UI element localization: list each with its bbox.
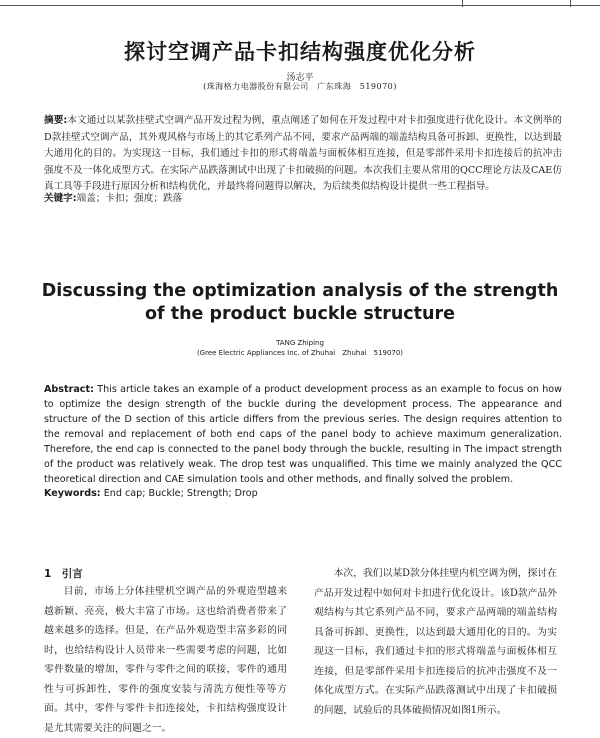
chinese-keywords-text: 端盖；卡扣；强度；跌落 [76, 193, 183, 204]
body-paragraph: 本次，我们以某D款分体挂壁内机空调为例，探讨在产品开发过程中如何对卡扣进行优化设计。该D款产品外观结构与其它系列产品不同，要求产品两端的端盖结构具备可拆卸、更换性，以达到最大通用化的目的。为实现这一目标，我们通过卡扣的形式将端盖与面板体相互连接，但是零部件采用卡扣连接后的抗冲击强度不及一体化成型方式。在实际产品跌落测试中出现了卡扣破损的问题，试验后的具体破损情况如图1所示。 [314, 568, 557, 716]
section-heading: 1 引言 [44, 568, 83, 580]
chinese-abstract-text: 本文通过以某款挂壁式空调产品开发过程为例，重点阐述了如何在开发过程中对卡扣强度进行优化设计。本文例举的D款挂壁式空调产品，其外观风格与市场上的其它系列产品不同，要求产品两端的端盖结构具备可拆卸、更换性，以达到最大通用化的目的。为实现这一目标，我们通过卡扣的形式将端盖与面板体相互连接，但是零部件采用卡扣连接后的抗冲击强度不及一体化成型方式。在实际产品跌落测试中出现了卡扣破损的问题。本次我们主要从常用的QCC理论方法及CAE仿真工具等手段进行原因分析和结构优化，并最终将问题得以解决，为后续类似结构设计提供一些工程指导。 [44, 115, 563, 192]
chinese-abstract-label: 摘要: [44, 115, 68, 126]
english-abstract [44, 382, 562, 487]
header-rule [0, 0, 600, 6]
english-keywords [44, 488, 258, 499]
chinese-author: 汤志平 [286, 73, 314, 83]
chinese-abstract [44, 113, 562, 196]
english-keywords-text: End cap; Buckle; Strength; Drop [103, 488, 258, 499]
english-author: TANG Zhiping [276, 339, 324, 347]
english-abstract-text: This article takes an example of a product development process as an example to focus on how to optimize the design strength of the buckle during the development process. The appearance and structure of the D section of this article differs from the previous series. The design requires attention to the removal and replacement of both end caps of the panel body to achieve maximum generalization. Therefore, the end cap is connected to the panel body through the buckle, resulting in The impact strength of the product was relatively weak. The drop test was unqualified. This time we mainly analyzed the QCC theoretical direction and CAE simulation tools and other methods, and finally solved the problem. [44, 384, 562, 485]
chinese-keywords [44, 190, 182, 204]
english-affiliation: (Gree Electric Appliances Inc. of Zhuhai Zhuhai 519070) [196, 349, 404, 357]
header-tick [462, 0, 463, 7]
english-keywords-label: Keywords: [44, 488, 101, 499]
body-left-column [44, 582, 287, 738]
chinese-affiliation: (珠海格力电器股份有限公司 广东珠海 519070) [203, 82, 397, 91]
header-tick [570, 0, 571, 7]
chinese-keywords-label: 关键字: [44, 193, 77, 204]
english-title: Discussing the optimization analysis of the strength of the product buckle structure [41, 281, 559, 324]
english-abstract-label: Abstract: [44, 384, 94, 395]
chinese-title: 探讨空调产品卡扣结构强度优化分析 [124, 40, 476, 64]
body-paragraph: 目前，市场上分体挂壁机空调产品的外观造型越来越新颖、亮亮，极大丰富了市场。这也给消费者带来了越来越多的选择。但是，在产品外观造型丰富多彩的同时，也给结构设计人员带来一些需要考虑的问题，比如零件数量的增加，零件与零件之间的联接，零件的通用性与可拆卸性，零件的强度安装与清洗方便性等等方面。其中，零件与零件卡扣连接处，卡扣结构强度设计是尤其需要关注的问题之一。 [44, 586, 287, 734]
body-right-column [314, 564, 557, 720]
